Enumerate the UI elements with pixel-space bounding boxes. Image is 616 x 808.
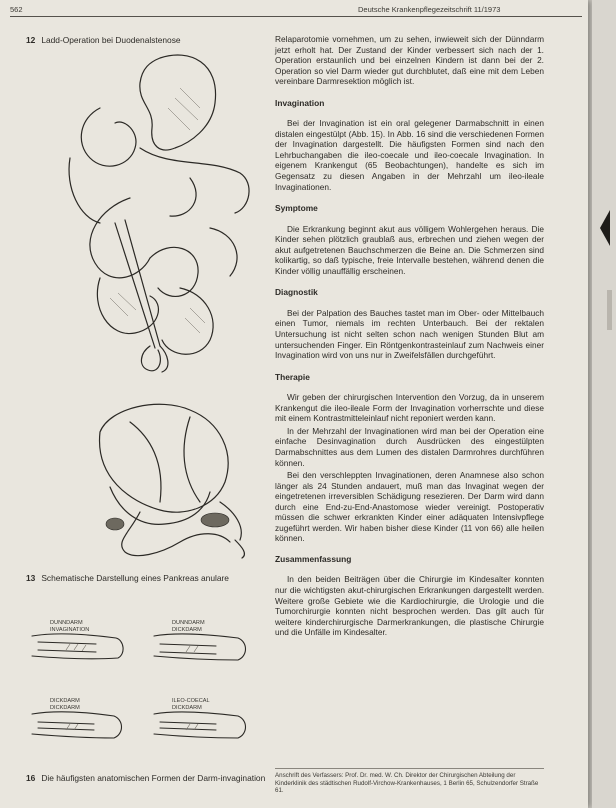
section-paragraph: In den beiden Beiträgen über die Chirurgie im Kindesalter konnten nur die wichtigsten akut-chirurgischen Erkrankungen dargestellt werden. Weitere große Gebiete wie die Kardiochirurgie, die Urologie und die Tumorchirurgie konnten nicht besprochen werden. Das gilt auch für weitere kinderchirurgische Darmerkrankungen, die plastische Chirurgie und die Unfälle im Kindesalter. [275, 574, 544, 638]
figure-16-caption [26, 773, 271, 784]
figure-12-number: 12 [26, 35, 36, 45]
figure-13-illustration [70, 392, 260, 560]
section-paragraph: Bei den verschleppten Invaginationen, deren Anamnese also schon länger als 24 Stunden andauert, muß man das Invaginat wegen der eingetretenen irreversiblen Schädigung resezieren. Der Darm wird dann durch eine End-zu-End-Anastomose wieder vereinigt. Postoperativ müssen die schwer erkrankten Kinder einer adäquaten Intensivpflege zugeführt werden. Wir haben bisher diese Kinder (11 von 66) alle heilen können. [275, 470, 544, 544]
figure-12-illustration [40, 48, 266, 378]
figure-12-caption-text: Ladd-Operation bei Duodenalstenose [41, 35, 181, 45]
section-paragraph: Bei der Invagination ist ein oral gelegener Darmabschnitt in einen distalen eingestülpt (Abb. 15). In Abb. 16 sind die verschiedenen Formen der Invagination dargestellt. Die häufigsten Formen sind nach den Lehrbuchangaben die ileo-coecale und ileo-coecale Invagination. In eigenem Krankengut (65 Beobachtungen), handelte es sich im Gegensatz zu diesen Angaben in der Mehrzahl um ileo-ileale Invaginationen. [275, 118, 544, 192]
figure-16-label-7: ILEO-COECAL [172, 698, 210, 704]
footnote-rule [275, 768, 544, 769]
figure-16-number: 16 [26, 773, 36, 783]
figure-16-label-6: DICKDARM [50, 705, 80, 711]
section-heading-symptome: Symptome [275, 203, 318, 214]
figure-16-label-4: DICKDARM [172, 627, 202, 633]
adjacent-page-mark [598, 210, 612, 330]
figure-16-label-8: DICKDARM [172, 705, 202, 711]
section-paragraph: Bei der Palpation des Bauches tastet man im Ober- oder Mittelbauch einen Tumor, niemals im rechten Unterbauch. Bei der rektalen Untersuchung ist nicht selten schon nach wenigen Stunden Blut am untersuchenden Finger. Ein Röntgenkontrasteinlauf zum Nachweis einer Invagination wird von uns nur in Zweifelsfällen durchgeführt. [275, 307, 544, 361]
article-intro: Relaparotomie vornehmen, um zu sehen, inwieweit sich der Dünndarm jetzt erholt hat. Der Zustand der Kinder verbessert sich nach der 1. Operation erstaunlich und bei einzelnen Kindern ist dann bei der 2. Operation so viel Darm wieder gut durchblutet, daß eine mit dem Leben vereinbare Darmresektion möglich ist. [275, 34, 544, 87]
section-heading-invagination: Invagination [275, 97, 325, 108]
figure-13-caption [26, 573, 271, 584]
figure-13-caption-text: Schematische Darstellung eines Pankreas anulare [41, 573, 229, 583]
figure-16-caption-text: Die häufigsten anatomischen Formen der Darm-invagination [41, 773, 266, 783]
figure-16-label-3: DUNNDARM [172, 620, 205, 626]
section-heading-zusammenfassung: Zusammenfassung [275, 553, 352, 564]
section-paragraph: Die Erkrankung beginnt akut aus völligem Wohlergehen heraus. Die Kinder sehen plötzlich graublaß aus, erbrechen und ziehen wegen der akut aufgetretenen Bauchschmerzen die Beine an. Die Schmerzen sind kolikartig, so daß typische, freie Intervalle bestehen, während denen die Kinder völlig unauffällig erscheinen. [275, 223, 544, 276]
figure-16-label-2: INVAGINATION [50, 627, 90, 633]
figure-13-number: 13 [26, 573, 36, 583]
section-paragraph: Wir geben der chirurgischen Intervention den Vorzug, da in unserem Krankengut die ileo-ileale Form der Invagination vorherrschte und diese mit einem Kontrastmitteleinlauf nicht reponiert werden kann. [275, 392, 544, 424]
adjacent-page-edge [592, 0, 616, 808]
author-footnote: Anschrift des Verfassers: Prof. Dr. med. W. Ch. Direktor der Chirurgischen Abteilung der Kinderklinik des städtischen Rudolf-Virchow-Krankenhauses, 1 Berlin 65, Schulzendorfer Straße 61. [275, 772, 539, 795]
figure-16-label-5: DICKDARM [50, 698, 80, 704]
figure-12-caption [26, 35, 266, 46]
figure-16-illustration [26, 614, 258, 764]
figure-16-label-1: DUNNDARM [50, 620, 83, 626]
section-paragraph: In der Mehrzahl der Invaginationen wird man bei der Operation eine einfache Desinvagination durch Ausdrücken des eingestülpten Darmabschnittes aus dem Lumen des distalen Darmrohres durchführen können. [275, 425, 544, 468]
section-heading-diagnostik: Diagnostik [275, 287, 318, 298]
section-heading-therapie: Therapie [275, 371, 310, 382]
header-rule [10, 16, 582, 17]
page-number: 562 [10, 5, 23, 14]
article-column [275, 34, 544, 638]
journal-header: Deutsche Krankenpflegezeitschrift 11/1973 [358, 5, 501, 14]
